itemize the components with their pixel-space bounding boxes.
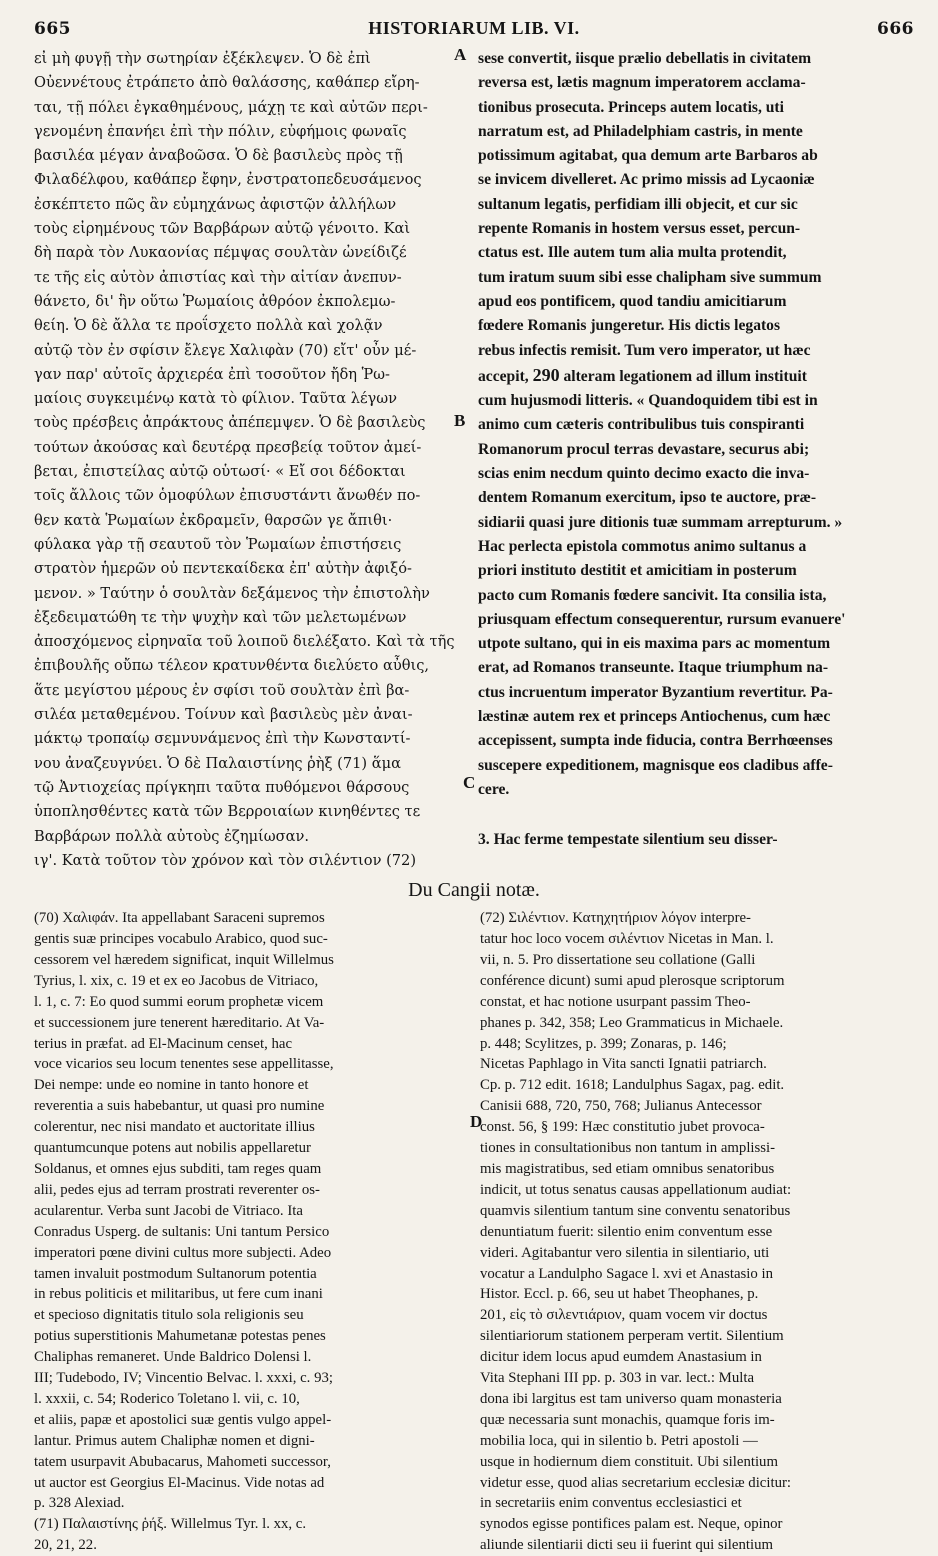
right-page-number: 666 (876, 19, 914, 39)
greek-column (34, 47, 462, 873)
running-header (34, 18, 914, 39)
margin-marker-c: C (463, 773, 476, 792)
notes-title: Du Cangii notæ. (408, 879, 540, 902)
running-title: HISTORIARUM LIB. VI. (368, 18, 580, 38)
latin-section-3: 3. Hac ferme tempestate silentium seu disser- (478, 831, 778, 849)
left-page-number: 665 (34, 19, 71, 39)
margin-marker-b: B (454, 411, 466, 430)
notes-right-column (480, 908, 908, 1556)
notes-columns (34, 908, 914, 1556)
latin-column (478, 47, 906, 873)
note-72: (72) Σιλέντιον. Κατηχητήριον λόγον interpre- tatur hoc loco vocem σιλέντιον Nicetas in Man. l. vii, n. 5. Pro dissertatione seu collatione (Galli conférence dicunt) sumi apud plerosque scriptorum constat, et hac notione usurpant passim Theo- phanes p. 342, 358; Leo Grammaticus in Michaele. p. 448; Scylitzes, p. 399; Zonaras, p. 146; Nicetas Paphlago in Vita sancti Ignatii patriarch. Cp. p. 712 edit. 1618; Landulphus Sagax, pag. edit. Canisii 688, 720, 750, 768; Julianus Antecessor const. 56, § 199: Hæc constitutio jubet provoca- tiones in consultationibus non tantum in amplissi- mis magistratibus, sed etiam omnibus senatoribus indicit, ut totus senatus causas appellationum audiat: quamvis silentium tantum sine conventu senatoribus denuntiatum fuerit: silentio enim conventum esse videri. Agitabantur vero silentia in silentiario, uti vocatur a Landulpho Sagace l. xvi et Anastasio in Histor. Eccl. p. 66, seu ut habet Theophanes, p. 201, εἰς τὸ σιλεντιάριον, quam vocem vir doctus silentiariorum stationem perperam vertit. Silentium dicitur idem locus apud eumdem Anastasium in Vita Stephani III pp. p. 303 in var. lect.: Multa dona ibi largitus est tam universo quam monasteria quæ necessaria sunt monachis, quamque foris im- mobilia loca, qui in silentio b. Petri apostoli — usque in hodiernum diem constituit. Ubi silentium videtur esse, quod alias secretarium ecclesiæ dicitur: in secretariis enim conventus ecclesiastici et synodos egisse pontifices palam est. Neque, opinor aliunde silentiarii dicti seu ii fuerint qui silentium (480, 910, 792, 1554)
margin-marker-a: A (454, 45, 467, 64)
latin-text-part-2: alteram legationem ad illum instituit cum hujusmodi litteris. « Quandoquidem tibi est in animo cum cæteris contribulibus tuis conspiranti Romanorum procul terras devastare, securus abi; scias enim necdum quinto decimo exacto die inva- dentem Romanum exercitum, ipso te auctore, præ- sidiarii quasi jure ditionis tuæ summam arrepturum. » Hac perlecta epistola commotus animo sultanus a priori instituto destitit et amicitiam in posterum pacto cum Romanis fœdere sancivit. Ita consilia ista, priusquam effectum consequerentur, rursum evanuere' utpote sultano, qui in eis maxima pars ac momentum erat, ad Romanos transeunte. Itaque triumphum na- ctus incruentum imperator Byzantium revertitur. Pa- læstinæ autem rex et princeps Antiochenus, cum hæc accepissent, sumpta inde fiducia, contra Berrhœenses suscepere expeditionem, magnisque eos cladibus affe- cere. (478, 367, 846, 798)
latin-text (478, 47, 906, 802)
latin-text-part-1: sese convertit, iisque prælio debellatis in civitatem reversa est, lætis magnum imperatorem acclama- tionibus prosecuta. Princeps autem locatis, uti narratum est, ad Philadelphiam castris, in mente potissimum agitabat, qua demum arte Barbaros ab se invicem divelleret. Ac primo missis ad Lycaoniæ sultanum legatis, perfidiam illi objecit, et cur sic repente Romanis in hostem versus esset, percun- ctatus est. Ille autem tum alia multa protendit, tum iratum suum sibi esse chalipham sive summum apud eos pontificem, quod tandiu amicitiarum fœdere Romanis jungeretur. His dictis legatos rebus infectis remisit. Tum vero imperator, ut hæc accepit, (478, 50, 822, 385)
main-text-columns (34, 47, 914, 873)
margin-page-number: 290 (532, 364, 560, 385)
notes-left-column (34, 908, 462, 1556)
note-70-71: (70) Χαλιφάν. Ita appellabant Saraceni supremos gentis suæ principes vocabulo Arabico, quod suc- cessorem vel hæredem significat, inquit Willelmus Tyrius, l. xix, c. 19 et ex eo Jacobus de Vitriaco, l. 1, c. 7: Eo quod summi eorum prophetæ vicem et successionem jure tenerent hæreditario. At Va- terius in præfat. ad El-Macinum censet, hac voce vicarios seu locum tenentes sese appellitasse, Dei nempe: unde eo nomine in tanto honore et reverentia a suis habebantur, ut quasi pro numine colerentur, nec nisi mandato et auctoritate illius quantumcunque potens aut nobilis appellaretur Soldanus, et omnes ejus subditi, tam reges quam alii, pedes ejus ad terram prostrati reverenter os- acularentur. Verba sunt Jacobi de Vitriaco. Ita Conradus Usperg. de sultanis: Uni tantum Persico imperatori pœne divini cultus more subjecti. Adeo tamen invaluit postmodum Sultanorum potentia in rebus politicis et militaribus, ut fere cum inani et specioso dignitatis titulo sola religionis seu potius superstitionis Mahumetanæ potestas penes Chaliphas remaneret. Unde Baldrico Dolensi l. III; Tudebodo, IV; Vincentio Belvac. l. xxxi, c. 93; l. xxxii, c. 54; Roderico Toletano l. vii, c. 10, et aliis, papæ et apostolici suæ gentis vulgo appel- lantur. Primus autem Chaliphæ nomen et digni- tatem usurpavit Abubacarus, Mahometi successor, ut auctor est Georgius El-Macinus. Vide notas ad p. 328 Alexiad. (71) Παλαιστίνης ῥήξ. Willelmus Tyr. l. xx, c. 20, 21, 22. (34, 910, 334, 1554)
margin-marker-d: D (470, 1112, 483, 1132)
greek-text: εἰ μὴ φυγῇ τὴν σωτηρίαν ἐξέκλεψεν. Ὁ δὲ ἐπὶ Οὐεννέτους ἐτράπετο ἀπὸ θαλάσσης, καθάπερ εἴρη- ται, τῇ πόλει ἐγκαθημένους, μάχῃ τε καὶ αὐτῶν περι- γενομένη ἐπανήει ἐπὶ τὴν πόλιν, εὐφήμοις φωναῖς βασιλέα μέγαν ἀναβοῶσα. Ὁ δὲ βασιλεὺς πρὸς τῇ Φιλαδέλφου, καθάπερ ἔφην, ἐνστρατοπεδευσάμενος ἐσκέπτετο πῶς ἂν εὐμηχάνως ἀφιστῷν ἀλλήλων τοὺς εἰρημένους τῶν Βαρβάρων αὐτῷ γένοιτο. Καὶ δὴ παρὰ τὸν Λυκαονίας πέμψας σουλτὰν ὠνείδιζέ τε τῆς εἰς αὐτὸν ἀπιστίας καὶ τὴν αἰτίαν ἀνεπυν- θάνετο, δι' ἣν οὕτω Ῥωμαίοις ἀθρόον ἐκπολεμω- θείη. Ὁ δὲ ἄλλα τε προΐσχετο πολλὰ καὶ χολᾷν αὐτῷ τὸν ἐν σφίσιν ἔλεγε Χαλιφὰν (70) εἴτ' οὖν μέ- γαν παρ' αὐτοῖς ἀρχιερέα ἐπὶ τοσοῦτον ἤδη Ῥω- μαίοις συγκειμένῳ κατὰ τὸ φίλιον. Ταῦτα λέγων τοὺς πρέσβεις ἀπράκτους ἀπέπεμψεν. Ὁ δὲ βασιλεὺς τούτων ἀκούσας καὶ δευτέρᾳ πρεσβείᾳ τοῦτον ἀμεί- βεται, ἐπιστείλας αὐτῷ οὑτωσί· « Εἴ σοι δέδοκται τοῖς ἄλλοις τῶν ὁμοφύλων ἐπισυστάντι ἄνωθέν πο- θεν κατὰ Ῥωμαίων ἐκδραμεῖν, θαρσῶν γε ἄπιθι· φύλακα γὰρ τῇ σεαυτοῦ τὸν Ῥωμαίων ἐπιστήσεις στρατὸν ἡμερῶν οὐ πεντεκαίδεκα ἐπ' αὐτὴν ἀφιξό- μενον. » Ταύτην ὁ σουλτὰν δεξάμενος τὴν ἐπιστολὴν ἐξεδειματώθη τε τὴν ψυχὴν καὶ τῶν μελετωμένων ἀποσχόμενος εἰρηναῖα τοῦ λοιποῦ διελέξατο. Καὶ τὰ τῆς ἐπιβουλῆς οὔπω τέλεον κρατυνθέντα διελύετο αὖθις, ἅτε μεγίστου μέρους ἐν σφίσι τοῦ σουλτὰν ἐπὶ βα- σιλέα μεταθεμένου. Τοίνυν καὶ βασιλεὺς μὲν ἀναι- μάκτῳ τροπαίῳ σεμνυνάμενος ἐπὶ τὴν Κωνσταντί- νου ἀναζευγνύει. Ὁ δὲ Παλαιστίνης ῥὴξ (71) ἅμα τῷ Ἀντιοχείας πρίγκηπι ταῦτα πυθόμενοι θάρσους ὑποπλησθέντες κατὰ τῶν Βερροιαίων κινηθέντες τε Βαρβάρων πολλὰ αὐτοὺς ἐζημίωσαν. ιγ'. Κατὰ τοῦτον τὸν χρόνον καὶ τὸν σιλέντιον (72) (34, 50, 455, 869)
